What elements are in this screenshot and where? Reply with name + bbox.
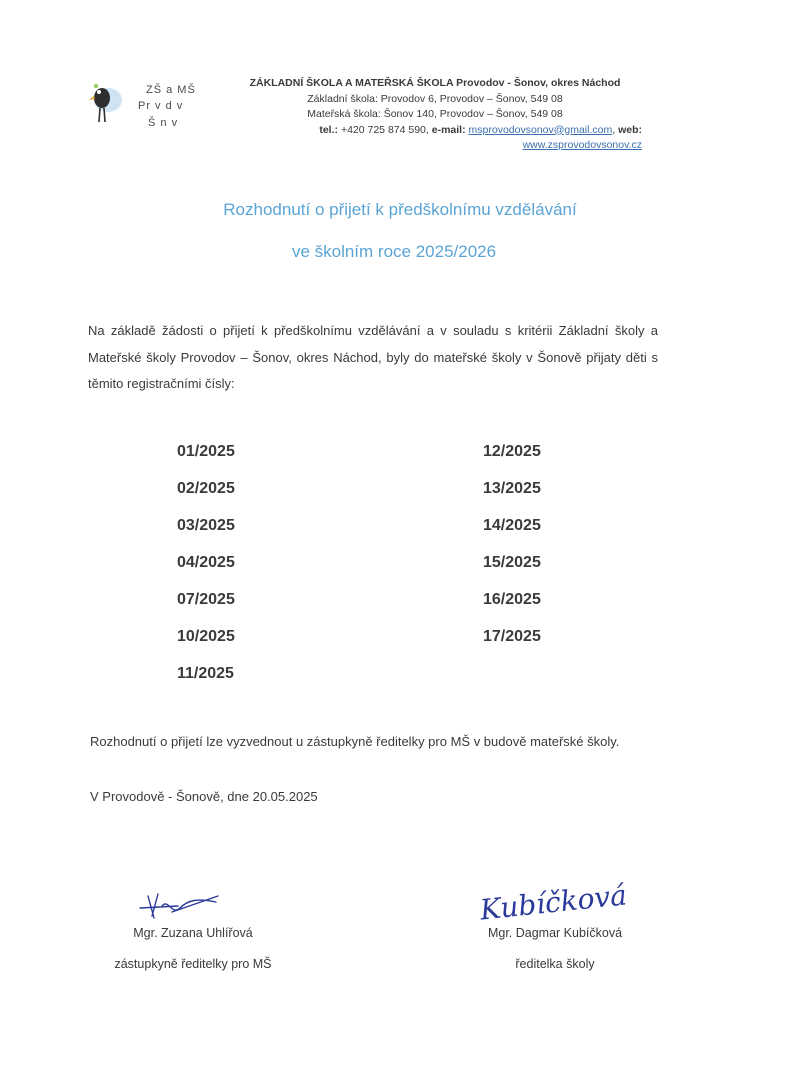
signer-left-name: Mgr. Zuzana Uhlířová: [133, 926, 253, 940]
registration-number: 13/2025: [483, 480, 541, 497]
registration-number: 12/2025: [483, 443, 541, 460]
tel-value: +420 725 874 590,: [340, 123, 429, 136]
registration-number: 01/2025: [177, 443, 235, 460]
signature-right: [460, 918, 650, 980]
registration-number: 04/2025: [177, 554, 235, 571]
intro-paragraph: Na základě žádosti o přijetí k předškolnímu vzdělávání a v souladu s kritérii Základní školy a Mateřské školy Provodov – Šonov, okres Náchod, byly do mateřské školy v Šonově přijaty děti s těmito registračními čísly:: [88, 323, 658, 391]
date-line: V Provodově - Šonově, dne 20.05.2025: [90, 789, 318, 804]
logo-text-line3: Š n v: [148, 117, 179, 129]
signature-right-icon: [474, 876, 629, 927]
school-header: [215, 76, 655, 154]
web-label: web:: [618, 123, 642, 136]
email-link[interactable]: msprovodovsonov@gmail.com: [468, 123, 613, 136]
registration-number: 15/2025: [483, 554, 541, 571]
address-ms: Mateřská škola: Šonov 140, Provodov – Šonov, 549 08: [307, 108, 563, 120]
contact-line: tel.: +420 725 874 590, e-mail: msprovodovsonov@gmail.com, web: www.zsprovodovsonov.cz: [319, 123, 642, 151]
signer-right-name: Mgr. Dagmar Kubíčková: [487, 926, 623, 940]
registration-number: 10/2025: [177, 628, 235, 645]
signer-right-role: ředitelka školy: [515, 957, 595, 971]
registration-number: 11/2025: [177, 665, 234, 682]
logo-text-line2: Pr v d v: [138, 100, 184, 112]
registration-numbers-left: [177, 436, 235, 695]
registration-number: 16/2025: [483, 591, 541, 608]
web-link[interactable]: www.zsprovodovsonov.cz: [522, 139, 642, 151]
registration-number: 03/2025: [177, 517, 235, 534]
school-logo: [86, 82, 206, 138]
registration-numbers-right: [483, 436, 541, 658]
signer-left-role: zástupkyně ředitelky pro MŠ: [114, 957, 272, 971]
school-name: ZÁKLADNÍ ŠKOLA A MATEŘSKÁ ŠKOLA Provodov - Šonov, okres Náchod: [249, 77, 621, 89]
registration-number: 14/2025: [483, 517, 541, 534]
logo-text-line1: ZŠ a MŠ: [146, 84, 196, 96]
bird-logo-icon: [86, 82, 126, 134]
document-title-line2: ve školním roce 2025/2026: [291, 242, 497, 261]
tel-label: tel.:: [319, 123, 339, 136]
registration-number: 07/2025: [177, 591, 235, 608]
document-title-line1: Rozhodnutí o přijetí k předškolnímu vzdělávání: [223, 200, 577, 219]
email-label: e-mail:: [431, 123, 466, 136]
registration-number: 17/2025: [483, 628, 541, 645]
signature-left: [88, 918, 298, 980]
pickup-note: Rozhodnutí o přijetí lze vyzvednout u zástupkyně ředitelky pro MŠ v budově mateřské školy.: [90, 734, 620, 749]
signature-right-script: Kubíčková: [478, 878, 629, 927]
signature-left-icon: [138, 890, 222, 920]
address-zs: Základní škola: Provodov 6, Provodov – Šonov, 549 08: [307, 92, 563, 105]
registration-number: 02/2025: [177, 480, 235, 497]
